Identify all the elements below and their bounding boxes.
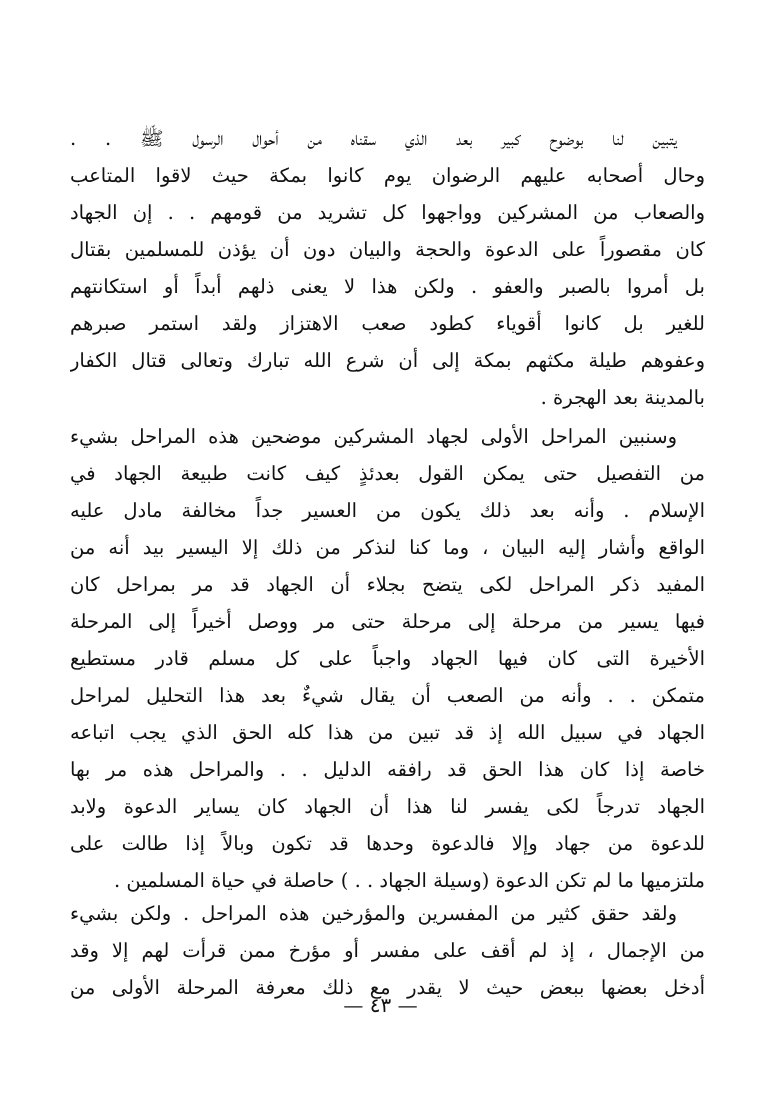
text-line: ولقد حقق كثير من المفسرين والمؤرخين هذه المراحل . ولكن بشيء xyxy=(70,902,677,925)
text-line: الجهاد في سبيل الله إذ قد تبين من هذا كله الحق الذي يجب اتباعه xyxy=(70,721,705,744)
text-line: والصعاب من المشركين وواجهوا كل تشريد من قومهم . . إن الجهاد xyxy=(70,201,705,224)
text-line: وحال أصحابه عليهم الرضوان يوم كانوا بمكة حيث لاقوا المتاعب xyxy=(70,164,705,187)
text-line: الواقع وأشار إليه البيان ، وما كنا لنذكر من ذلك إلا اليسير بيد أنه من xyxy=(70,536,705,559)
text-line: وعفوهم طيلة مكثهم بمكة إلى أن شرع الله تبارك وتعالى قتال الكفار xyxy=(70,349,705,372)
text-line: ملتزميها ما لم تكن الدعوة (وسيلة الجهاد . . ) حاصلة في حياة المسلمين . xyxy=(114,869,705,892)
text-line: خاصة إذا كان هذا الحق قد رافقه الدليل . . والمراحل هذه مر بها xyxy=(70,758,705,781)
text-line: بالمدينة بعد الهجرة . xyxy=(540,386,705,409)
text-line: الأخيرة التى كان فيها الجهاد واجباً على كل مسلم قادر مستطيع xyxy=(70,647,705,670)
page-number: — ٤٣ — xyxy=(343,993,418,1017)
text-line: كان مقصوراً على الدعوة والحجة والبيان دون أن يؤذن للمسلمين بقتال xyxy=(70,238,705,261)
text-line: فيها يسير من مرحلة إلى مرحلة حتى مر ووصل أخيراً إلى المرحلة xyxy=(70,610,705,633)
paragraph-3 xyxy=(70,895,705,1006)
text-line: بل أمروا بالصبر والعفو . ولكن هذا لا يعنى ذلهم أبداً أو استكانتهم xyxy=(70,275,705,298)
text-line: للغير بل كانوا أقوياء كطود صعب الاهتزاز ولقد استمر صبرهم xyxy=(70,312,705,335)
paragraph-2 xyxy=(70,418,705,899)
text-line: وسنبين المراحل الأولى لجهاد المشركين موضحين هذه المراحل بشيء xyxy=(70,425,677,448)
text-line: يتبين لنا بوضوح كبير بعد الذي سقناه من أحوال الرسول ﷺ . . xyxy=(70,127,677,150)
text-line: متمكن . . وأنه من الصعب أن يقال شيءٌ بعد هذا التحليل لمراحل xyxy=(70,684,705,707)
text-line: من التفصيل حتى يمكن القول بعدئذٍ كيف كانت طبيعة الجهاد في xyxy=(70,462,705,485)
paragraph-1 xyxy=(70,120,705,416)
text-line: للدعوة من جهاد وإلا فالدعوة وحدها قد تكون وبالاً إذا طالت على xyxy=(70,832,705,855)
text-line: أدخل بعضها ببعض حيث لا يقدر مع ذلك معرفة المرحلة الأولى من xyxy=(70,976,705,999)
text-line: الإسلام . وأنه بعد ذلك يكون من العسير جداً مخالفة مادل عليه xyxy=(70,499,705,522)
text-line: من الإجمال ، إذ لم أقف على مفسر أو مؤرخ ممن قرأت لهم إلا وقد xyxy=(70,939,705,962)
text-line: الجهاد تدرجاً لكى يفسر لنا هذا أن الجهاد كان يساير الدعوة ولابد xyxy=(70,795,705,818)
text-line: المفيد ذكر المراحل لكى يتضح بجلاء أن الجهاد قد مر بمراحل كان xyxy=(70,573,705,596)
